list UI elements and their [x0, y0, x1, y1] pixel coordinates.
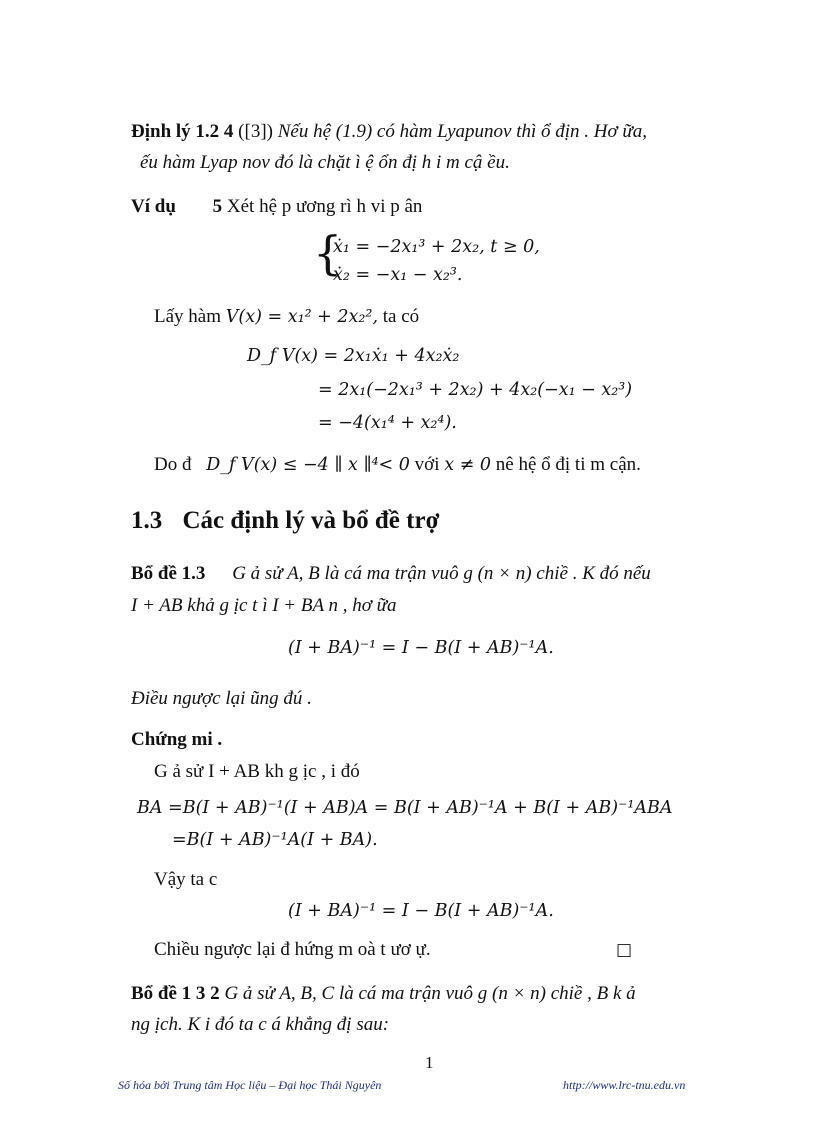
- derivative-line-1: D_f V(x) = 2x₁ẋ₁ + 4x₂ẋ₂: [247, 346, 460, 366]
- footer-left: Số hóa bởi Trung tâm Học liệu – Đại học Thái Nguyên: [118, 1078, 382, 1092]
- theorem-line-2: ếu hàm Lyap nov đó là chặt ì ệ ổn đị h i m cậ ều.: [140, 152, 510, 173]
- theorem-label: Định lý 1.2 4: [131, 121, 234, 142]
- footer-url-link[interactable]: http://www.lrc-tnu.edu.vn: [563, 1078, 686, 1092]
- lemma1-line-1: [131, 563, 651, 585]
- take-suffix: ta có: [382, 306, 420, 327]
- lemma2-line-1: [131, 983, 636, 1005]
- section-title: Các định lý và bổ đề trợ: [182, 507, 440, 534]
- lyapunov-choice: [154, 306, 419, 328]
- theorem-line-1: [131, 121, 647, 143]
- example-conclusion: [154, 454, 641, 476]
- example-label: Ví dụ: [131, 196, 176, 217]
- lemma2-text-1: G ả sử A, B, C là cá ma trận vuô g (n × n) chiề , B k ả: [224, 983, 636, 1004]
- concl-prefix: Do đ: [154, 454, 192, 475]
- take-formula: V(x) = x₁² + 2x₂²,: [225, 307, 379, 327]
- proof-so: Vậy ta c: [154, 869, 218, 890]
- concl-formula-2: x ≠ 0: [444, 455, 492, 475]
- page-number: 1: [425, 1053, 434, 1072]
- proof-eq-b: =B(I + AB)⁻¹A(I + BA).: [172, 830, 378, 850]
- example-number: 5: [212, 196, 223, 217]
- lemma1-converse: Điều ngược lại ũng đú .: [131, 688, 312, 709]
- lemma2-line-2: ng ịch. K i đó ta c á khẳng đị sau:: [131, 1014, 390, 1035]
- lemma2-label: Bổ đề 1 3 2: [131, 983, 220, 1004]
- derivative-line-2: = 2x₁(−2x₁³ + 2x₂) + 4x₂(−x₁ − x₂³): [318, 380, 633, 400]
- section-number: 1.3: [131, 507, 163, 534]
- concl-mid: với: [414, 454, 440, 475]
- theorem-text-1: Nếu hệ (1.9) có hàm Lyapunov thì ổ địn . Hơ ữa,: [277, 121, 648, 142]
- concl-suffix: nê hệ ổ đị ti m cận.: [495, 454, 641, 475]
- proof-label: Chứng mi .: [131, 729, 223, 750]
- take-prefix: Lấy hàm: [154, 306, 222, 327]
- theorem-ref: ([3]): [238, 121, 273, 142]
- system-eq-2: ẋ₂ = −x₁ − x₂³.: [333, 265, 463, 285]
- lemma1-text-1: G ả sử A, B là cá ma trận vuô g (n × n) chiề . K đó nếu: [232, 563, 651, 584]
- qed-symbol: □: [616, 940, 633, 960]
- concl-formula: D_f V(x) ≤ −4 ∥ x ∥⁴< 0: [206, 455, 410, 475]
- example-text: Xét hệ p ương rì h vi p ân: [226, 196, 423, 217]
- proof-eq-a: BA =B(I + AB)⁻¹(I + AB)A = B(I + AB)⁻¹A + B(I + AB)⁻¹ABA: [137, 798, 673, 818]
- lemma1-label: Bổ đề 1.3: [131, 563, 206, 584]
- system-brace: {: [313, 226, 343, 280]
- lemma1-equation: (I + BA)⁻¹ = I − B(I + AB)⁻¹A.: [288, 638, 554, 658]
- derivative-line-3: = −4(x₁⁴ + x₂⁴).: [318, 413, 457, 433]
- lemma1-line-2: I + AB khả g ịc t ì I + BA n , hơ ữa: [131, 595, 397, 616]
- proof-line-1: G ả sử I + AB kh g ịc , i đó: [154, 761, 360, 782]
- system-eq-1: ẋ₁ = −2x₁³ + 2x₂, t ≥ 0,: [333, 237, 540, 257]
- section-heading: [131, 507, 439, 535]
- proof-eq-2: (I + BA)⁻¹ = I − B(I + AB)⁻¹A.: [288, 901, 554, 921]
- example-heading: [131, 196, 422, 218]
- proof-converse: Chiều ngược lại đ hứng m oà t ươ ự.: [154, 939, 431, 960]
